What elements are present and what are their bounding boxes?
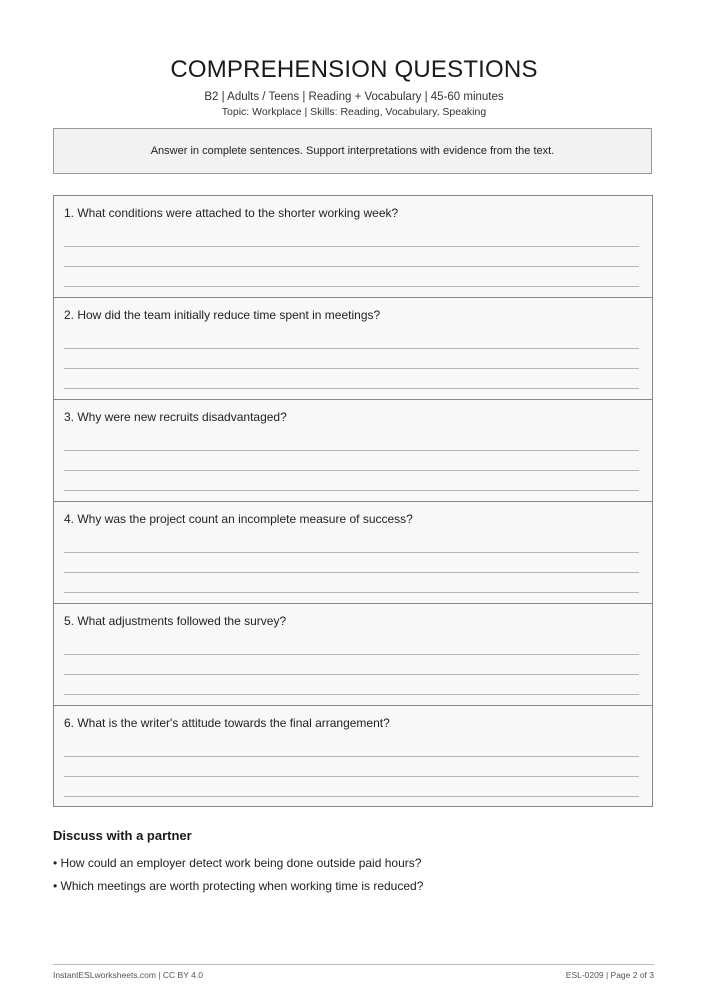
footer-divider xyxy=(53,964,654,965)
question-block-4 xyxy=(54,502,652,604)
answer-line[interactable] xyxy=(64,756,639,757)
answer-line[interactable] xyxy=(64,470,639,471)
answer-line[interactable] xyxy=(64,796,639,797)
answer-line[interactable] xyxy=(64,490,639,491)
answer-line[interactable] xyxy=(64,552,639,553)
footer-page-info: ESL-0209 | Page 2 of 3 xyxy=(565,970,654,980)
answer-line[interactable] xyxy=(64,776,639,777)
footer-source: InstantESLworksheets.com | CC BY 4.0 xyxy=(53,970,203,980)
question-block-6 xyxy=(54,706,652,806)
question-block-1 xyxy=(54,196,652,298)
question-text: 4. Why was the project count an incomplete measure of success? xyxy=(64,512,413,526)
answer-line[interactable] xyxy=(64,388,639,389)
answer-line[interactable] xyxy=(64,368,639,369)
question-text: 3. Why were new recruits disadvantaged? xyxy=(64,410,287,424)
question-text: 1. What conditions were attached to the shorter working week? xyxy=(64,206,399,220)
question-text: 6. What is the writer's attitude towards the final arrangement? xyxy=(64,716,390,730)
question-block-5 xyxy=(54,604,652,706)
answer-line[interactable] xyxy=(64,674,639,675)
answer-line[interactable] xyxy=(64,246,639,247)
worksheet-topic: Topic: Workplace | Skills: Reading, Vocabulary, Speaking xyxy=(221,106,487,118)
answer-line[interactable] xyxy=(64,654,639,655)
answer-line[interactable] xyxy=(64,348,639,349)
discuss-item: • Which meetings are worth protecting when working time is reduced? xyxy=(53,879,424,893)
question-text: 5. What adjustments followed the survey? xyxy=(64,614,287,628)
answer-line[interactable] xyxy=(64,266,639,267)
answer-line[interactable] xyxy=(64,572,639,573)
page-title: COMPREHENSION QUESTIONS xyxy=(170,56,538,83)
worksheet-meta: B2 | Adults / Teens | Reading + Vocabulary | 45-60 minutes xyxy=(204,91,504,103)
question-block-2 xyxy=(54,298,652,400)
instructions-text: Answer in complete sentences. Support interpretations with evidence from the text. xyxy=(150,145,555,157)
discuss-heading: Discuss with a partner xyxy=(53,828,192,843)
discuss-item: • How could an employer detect work being done outside paid hours? xyxy=(53,856,422,870)
answer-line[interactable] xyxy=(64,592,639,593)
question-block-3 xyxy=(54,400,652,502)
question-text: 2. How did the team initially reduce time spent in meetings? xyxy=(64,308,381,322)
answer-line[interactable] xyxy=(64,694,639,695)
answer-line[interactable] xyxy=(64,286,639,287)
instructions-box xyxy=(53,128,652,174)
questions-table xyxy=(53,195,653,807)
answer-line[interactable] xyxy=(64,450,639,451)
